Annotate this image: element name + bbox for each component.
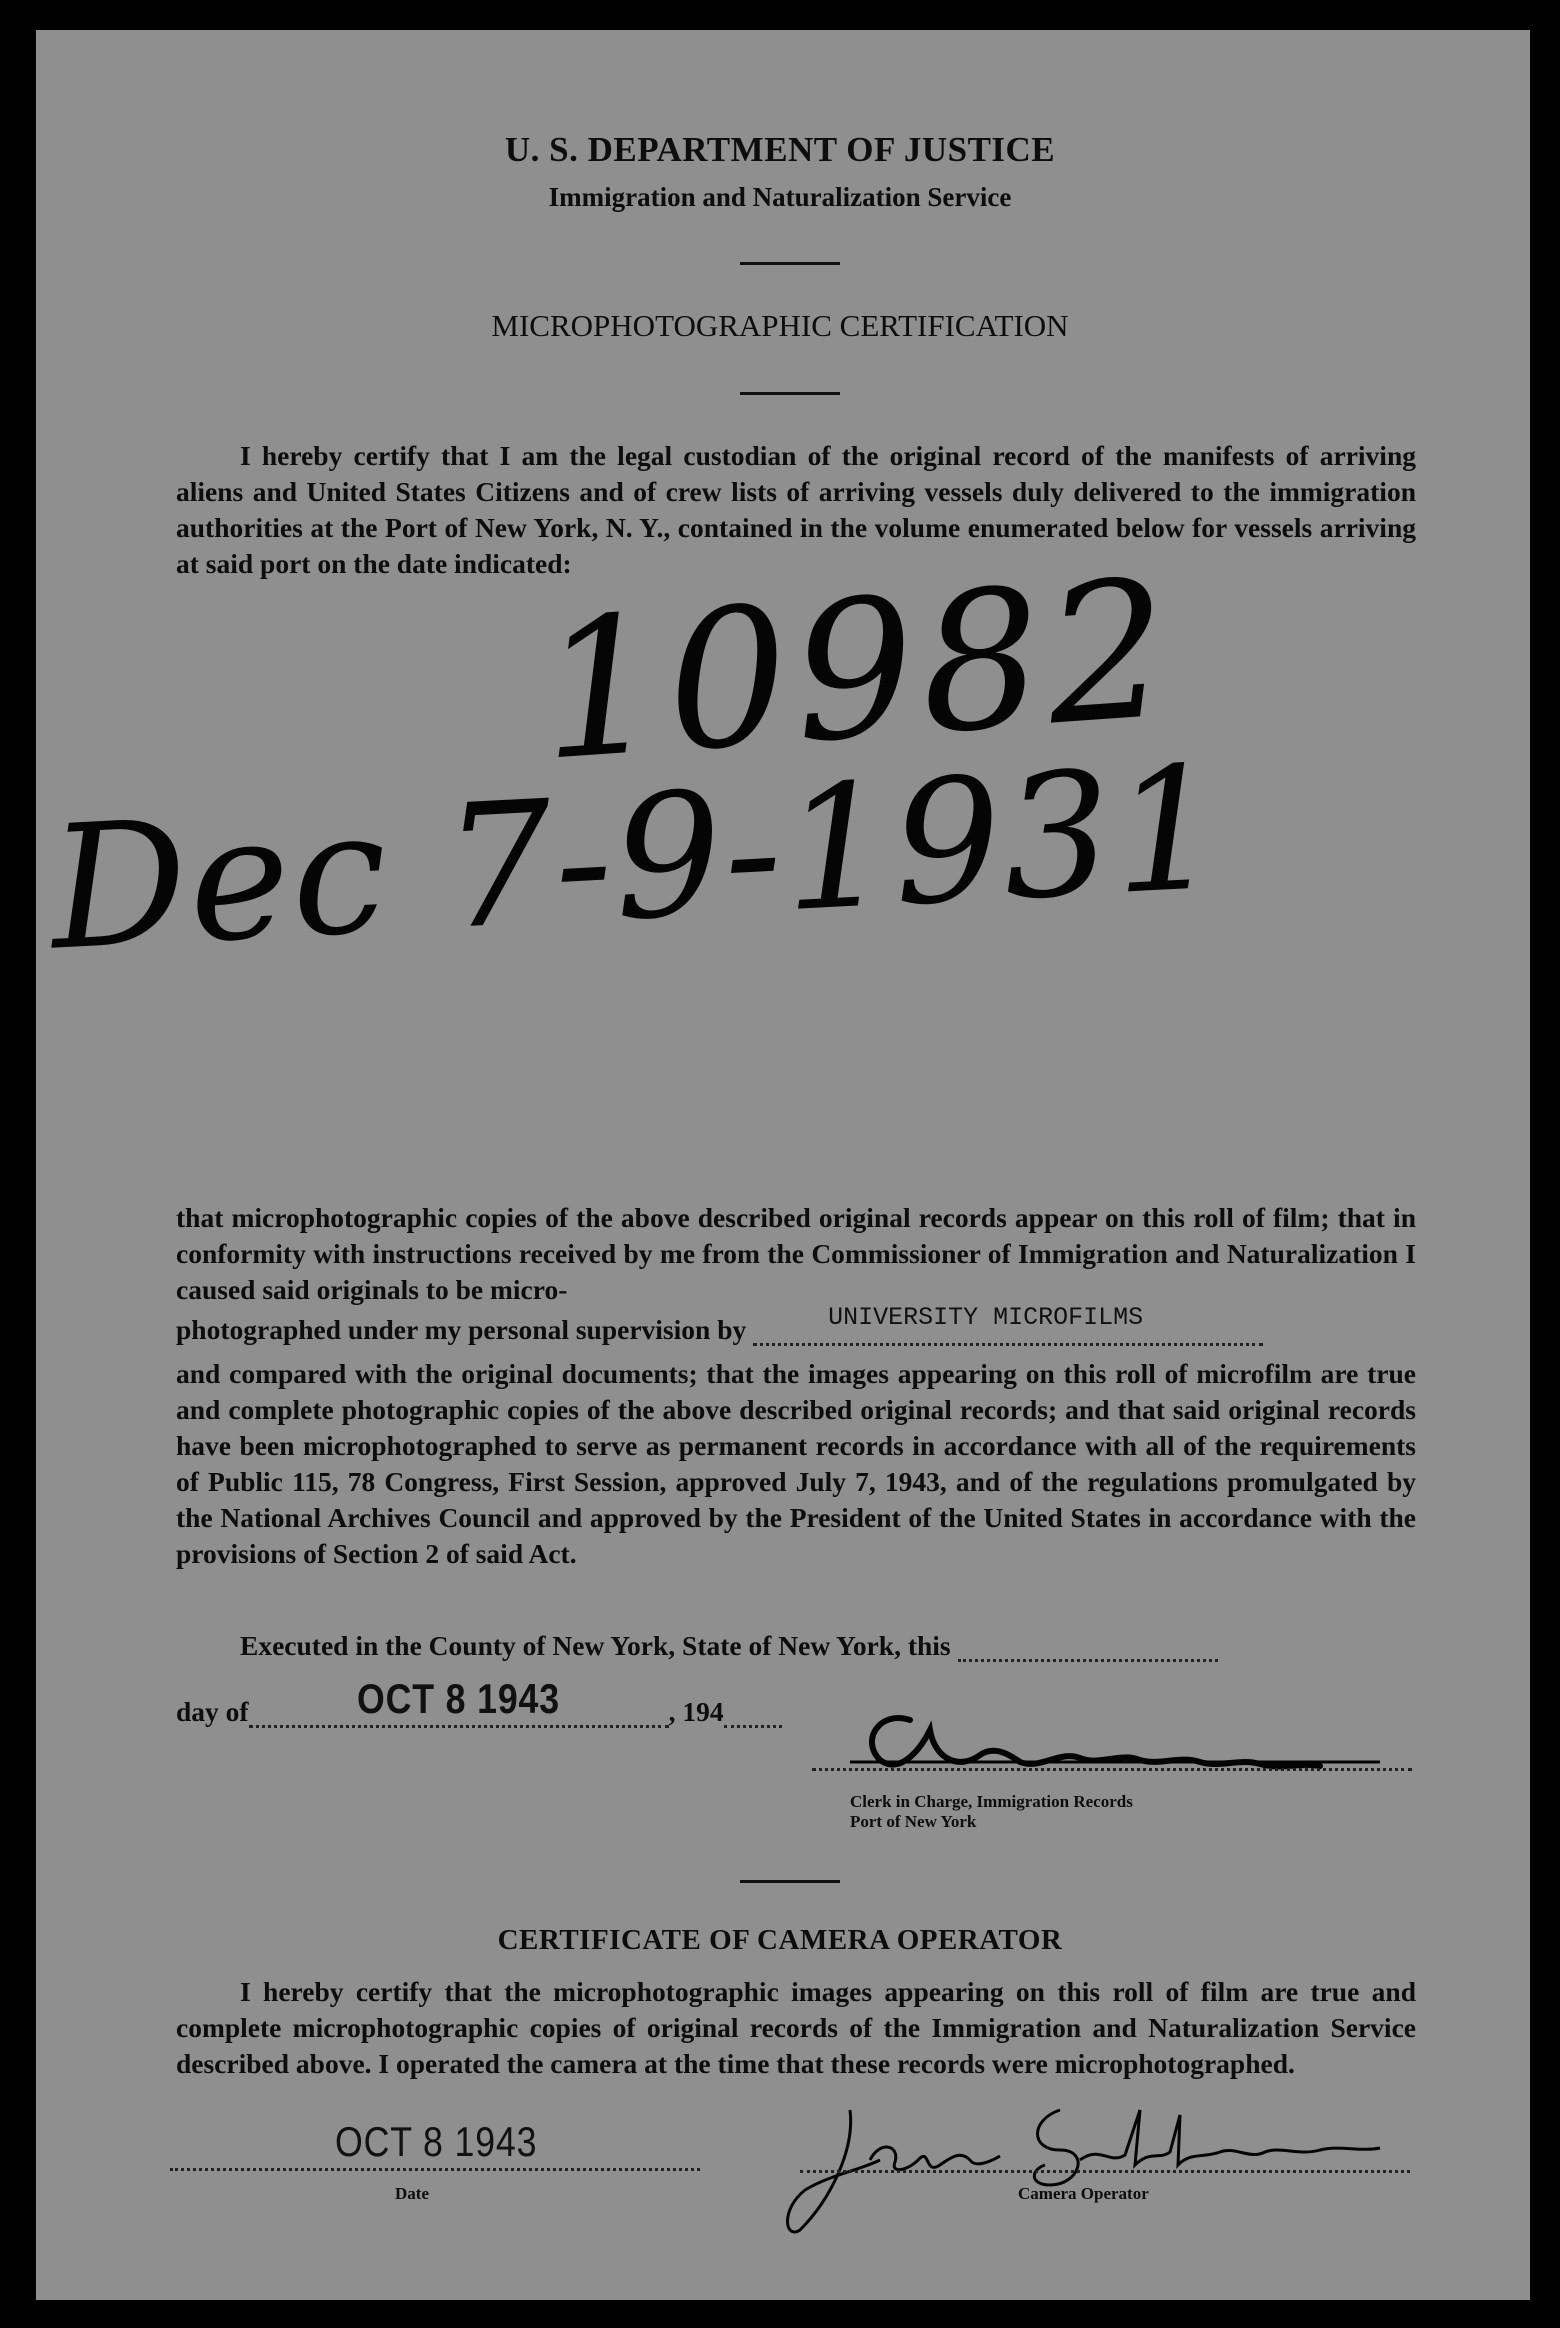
executed-line [240, 1630, 1218, 1662]
executed-text: Executed in the County of New York, State of New York, this [240, 1630, 951, 1661]
day-of-line [176, 1675, 782, 1728]
camera-certificate-paragraph: I hereby certify that the microphotographic images appearing on this roll of film are true and complete microphotographic copies of original records of the Immigration and Naturalization Service described above. I operated the camera at the time that these records were microphotographed. [176, 1976, 1416, 2079]
camera-operator-label: Camera Operator [1018, 2184, 1149, 2203]
year-blank [724, 1701, 782, 1728]
year-prefix: , 194 [668, 1696, 724, 1727]
camera-date-label: Date [395, 2184, 429, 2203]
supervision-text: photographed under my personal supervision by [176, 1314, 747, 1345]
camera-certificate-title: CERTIFICATE OF CAMERA OPERATOR [497, 1924, 1063, 1956]
divider [740, 262, 840, 265]
clerk-port: Port of New York [850, 1812, 977, 1831]
supervisor-blank [753, 1303, 1263, 1346]
camera-operator-signature [760, 2090, 1400, 2240]
day-of-label: day of [176, 1696, 249, 1727]
camera-date-line [170, 2168, 700, 2171]
date-stamp: OCT 8 1943 [356, 1675, 560, 1722]
document-page [36, 30, 1530, 2300]
day-blank [958, 1635, 1218, 1662]
date-blank [249, 1675, 669, 1728]
supervision-line [176, 1303, 1263, 1346]
camera-operator-line [800, 2170, 1410, 2173]
divider [740, 392, 840, 395]
handwritten-volume-number: 10982 [533, 538, 1182, 803]
supervisor-stamp: UNIVERSITY MICROFILMS [828, 1303, 1144, 1332]
certification-paragraph-2a: that microphotographic copies of the above described original records appear on this roll of film; that in conformity with instructions received by me from the Commissioner of Immigration and Naturalization I caused said originals to be micro- [176, 1202, 1416, 1305]
service-subheading: Immigration and Naturalization Service [548, 182, 1012, 212]
camera-date-stamp: OCT 8 1943 [335, 2118, 538, 2165]
certification-paragraph-1: I hereby certify that I am the legal custodian of the original record of the manifests of arriving aliens and United States Citizens and of crew lists of arriving vessels duly delivered to the immigration authorities at the Port of New York, N. Y., contained in the volume enumerated below for vessels arriving at said port on the date indicated: [176, 440, 1416, 579]
certification-title: MICROPHOTOGRAPHIC CERTIFICATION [491, 308, 1069, 343]
certification-paragraph-2c: and compared with the original documents; that the images appearing on this roll of microfilm are true and complete photographic copies of the above described original records; and that said original records have been microphotographed to serve as permanent records in accordance with all of the requirements of Public 115, 78 Congress, First Session, approved July 7, 1943, and of the regulations promulgated by the National Archives Council and approved by the President of the United States in accordance with the provisions of Section 2 of said Act. [176, 1358, 1416, 1569]
handwritten-arrival-dates: Dec 7-9-1931 [45, 729, 1229, 989]
department-heading: U. S. DEPARTMENT OF JUSTICE [504, 130, 1056, 169]
clerk-signature-line [812, 1768, 1412, 1771]
clerk-title: Clerk in Charge, Immigration Records [850, 1792, 1133, 1811]
divider [740, 1880, 840, 1883]
clerk-signature [820, 1700, 1420, 1790]
